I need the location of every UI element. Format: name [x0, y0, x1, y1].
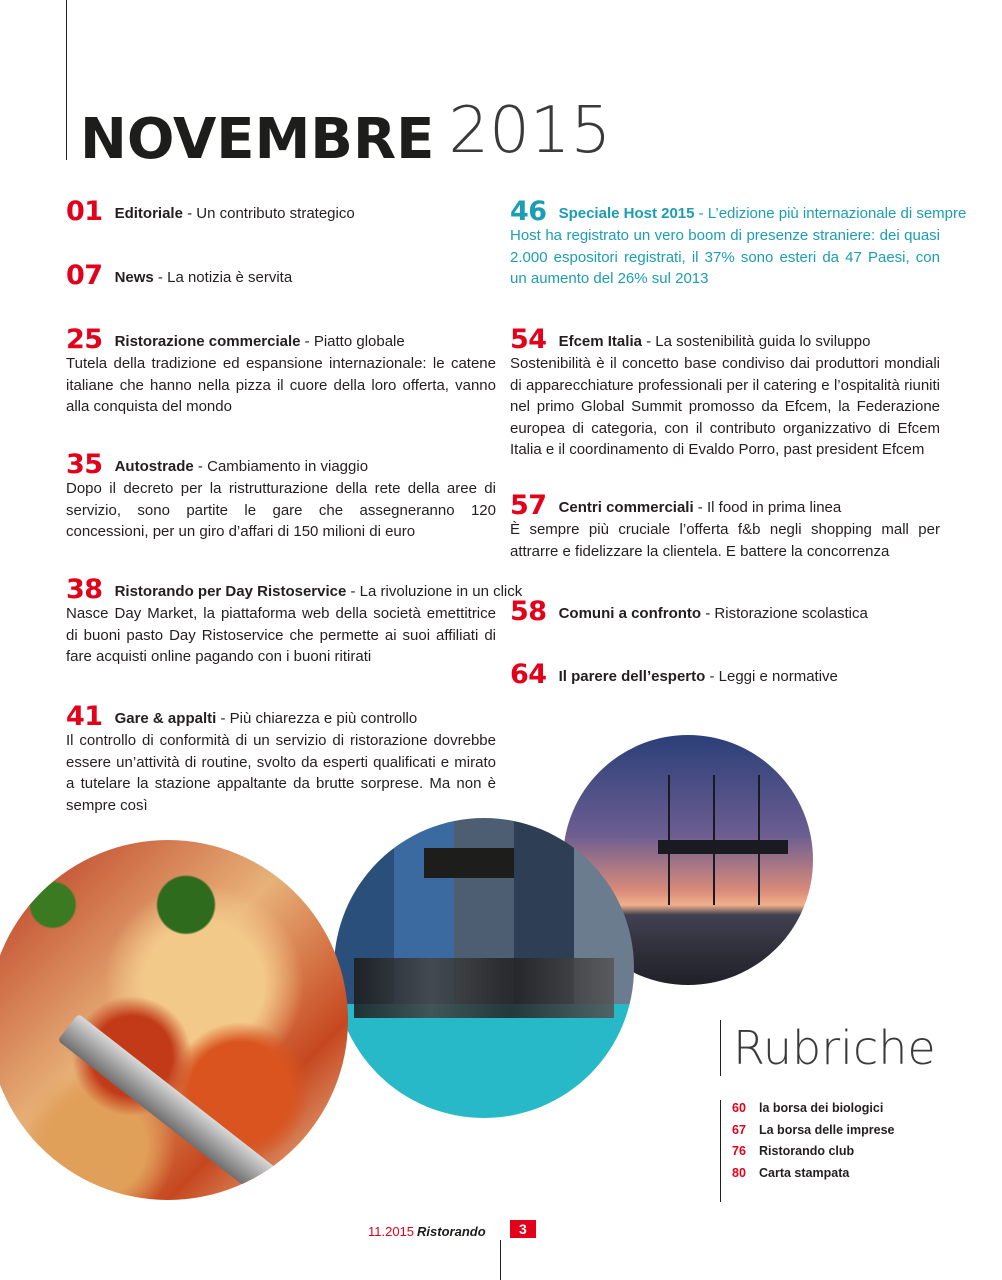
- page-footer: [368, 1221, 527, 1239]
- entry-title: Speciale Host 2015: [558, 205, 695, 222]
- page-number: 64: [510, 659, 547, 690]
- toc-entry-46[interactable]: 46 Speciale Host 2015 - L’edizione più internazionale di sempre Host ha registrato un vero boom di presenze straniere: dei quasi 2.000 espositori registrati, il 37% sono esteri da 47 Paesi, con un aumento del 26% sul 2013: [510, 200, 940, 290]
- entry-title: Editoriale: [114, 205, 183, 222]
- page-number: 38: [66, 574, 103, 605]
- entry-subtitle: La notizia è servita: [167, 269, 293, 286]
- entry-description: Dopo il decreto per la ristrutturazione della rete della aree di servizio, sono partite le gare che assegneranno 120 concessioni, per un giro d’affari di 150 milioni di euro: [66, 480, 496, 540]
- trade-fair-photo: [334, 818, 634, 1118]
- toc-entry-41[interactable]: 41 Gare & appalti - Più chiarezza e più controllo Il controllo di conformità di un servizio di ristorazione dovrebbe essere un’attività di routine, svolto da esperti qualificati e mirato a tutelare la stazione appaltante da brutte sorprese. Ma non è sempre così: [66, 705, 496, 816]
- page-number-badge: 3: [510, 1220, 536, 1238]
- entry-subtitle: La rivoluzione in un click: [359, 583, 523, 600]
- rubriche-box: [720, 1020, 936, 1180]
- page-number: 25: [66, 324, 103, 355]
- page-number: 57: [510, 490, 547, 521]
- entry-description: Il controllo di conformità di un servizio di ristorazione dovrebbe essere un’attività di routine, svolto da esperti qualificati e mirato a tutelare la stazione appaltante da brutte sorprese. Ma non è sempre così: [66, 732, 496, 814]
- entry-subtitle: L’edizione più internazionale di sempre: [707, 205, 967, 222]
- page-number: 46: [510, 196, 547, 227]
- page-number: 01: [66, 196, 103, 227]
- toc-entry-35[interactable]: 35 Autostrade - Cambiamento in viaggio Dopo il decreto per la ristrutturazione della rete della aree di servizio, sono partite le gare che assegneranno 120 concessioni, per un giro d’affari di 150 milioni di euro: [66, 453, 496, 543]
- entry-subtitle: Più chiarezza e più controllo: [229, 710, 418, 727]
- issue-year: 2015: [448, 94, 612, 168]
- entry-title: Autostrade: [114, 458, 194, 475]
- entry-title: Comuni a confronto: [558, 605, 702, 622]
- toc-entry-38[interactable]: 38 Ristorando per Day Ristoservice - La rivoluzione in un click Nasce Day Market, la piattaforma web della società emettitrice di buoni pasto Day Ristoservice che permette ai suoi affiliati di fare acquisti online pagando con i buoni ritirati: [66, 578, 496, 668]
- issue-header: [80, 94, 612, 174]
- rubrica-item[interactable]: 60 la borsa dei biologici: [732, 1101, 884, 1115]
- rubrica-item[interactable]: 67 La borsa delle imprese: [732, 1122, 895, 1137]
- page-number: 07: [66, 260, 103, 291]
- rubriche-rule: [720, 1100, 721, 1202]
- entry-subtitle: Un contributo strategico: [196, 205, 355, 222]
- entry-subtitle: Ristorazione scolastica: [714, 605, 868, 622]
- page-number: 54: [510, 324, 547, 355]
- entry-subtitle: La sostenibilità guida lo sviluppo: [655, 333, 871, 350]
- entry-subtitle: Piatto globale: [313, 333, 405, 350]
- entry-description: Tutela della tradizione ed espansione internazionale: le catene italiane che hanno nella pizza il cuore della loro offerta, vanno alla conquista del mondo: [66, 355, 496, 415]
- footer-date: 11.2015: [368, 1224, 415, 1239]
- entry-title: Efcem Italia: [558, 333, 642, 350]
- top-rule: [66, 0, 67, 160]
- bottom-rule: [500, 1240, 501, 1280]
- toc-entry-25[interactable]: 25 Ristorazione commerciale - Piatto globale Tutela della tradizione ed espansione internazionale: le catene italiane che hanno nella pizza il cuore della loro offerta, vanno alla conquista del mondo: [66, 328, 496, 418]
- entry-title: News: [114, 269, 154, 286]
- issue-month: NOVEMBRE: [80, 107, 435, 172]
- page-number: 41: [66, 701, 103, 732]
- entry-subtitle: Il food in prima linea: [706, 499, 842, 516]
- rubrica-item[interactable]: 76 Ristorando club: [732, 1144, 855, 1158]
- rubrica-item[interactable]: 80 Carta stampata: [732, 1165, 850, 1180]
- toc-entry-64[interactable]: 64 Il parere dell’esperto - Leggi e normative: [510, 659, 838, 690]
- entry-description: Host ha registrato un vero boom di presenze straniere: dei quasi 2.000 espositori registrati, il 37% sono esteri da 47 Paesi, con un aumento del 26% sul 2013: [510, 227, 940, 287]
- rubriche-title: Rubriche: [720, 1020, 936, 1076]
- entry-description: Sostenibilità è il concetto base condiviso dai produttori mondiali di apparecchiature professionali per il catering e l’ospitalità riuniti nel primo Global Summit promosso da Efcem, la Federazione europea di categoria, con il contributo organizzativo di Efcem Italia e il coordinamento di Evaldo Porro, past president Efcem: [510, 355, 940, 458]
- entry-description: Nasce Day Market, la piattaforma web della società emettitrice di buoni pasto Day Ristoservice che permette ai suoi affiliati di fare acquisti online pagando con i buoni ritirati: [66, 605, 496, 665]
- toc-entry-58[interactable]: 58 Comuni a confronto - Ristorazione scolastica: [510, 596, 868, 627]
- entry-subtitle: Leggi e normative: [718, 668, 838, 685]
- toc-entry-01[interactable]: 01 Editoriale - Un contributo strategico: [66, 196, 355, 227]
- entry-title: Ristorazione commerciale: [114, 333, 301, 350]
- pizza-photo: [0, 840, 348, 1200]
- page-number: 35: [66, 449, 103, 480]
- footer-brand: Ristorando: [417, 1224, 486, 1239]
- entry-title: Centri commerciali: [558, 499, 694, 516]
- entry-title: Il parere dell’esperto: [558, 668, 706, 685]
- toc-entry-07[interactable]: 07 News - La notizia è servita: [66, 260, 293, 291]
- entry-title: Gare & appalti: [114, 710, 217, 727]
- toc-entry-54[interactable]: 54 Efcem Italia - La sostenibilità guida lo sviluppo Sostenibilità è il concetto base condiviso dai produttori mondiali di apparecchiature professionali per il catering e l’ospitalità riuniti nel primo Global Summit promosso da Efcem, la Federazione europea di categoria, con il contributo organizzativo di Efcem Italia e il coordinamento di Evaldo Porro, past president Efcem: [510, 328, 940, 461]
- entry-subtitle: Cambiamento in viaggio: [207, 458, 369, 475]
- entry-description: È sempre più cruciale l’offerta f&b negli shopping mall per attrarre e fidelizzare la clientela. E battere la concorrenza: [510, 521, 940, 560]
- toc-entry-57[interactable]: 57 Centri commerciali - Il food in prima linea È sempre più cruciale l’offerta f&b negli shopping mall per attrarre e fidelizzare la clientela. E battere la concorrenza: [510, 494, 940, 562]
- rubriche-list: [732, 1098, 972, 1184]
- entry-title: Ristorando per Day Ristoservice: [114, 583, 347, 600]
- page-number: 58: [510, 596, 547, 627]
